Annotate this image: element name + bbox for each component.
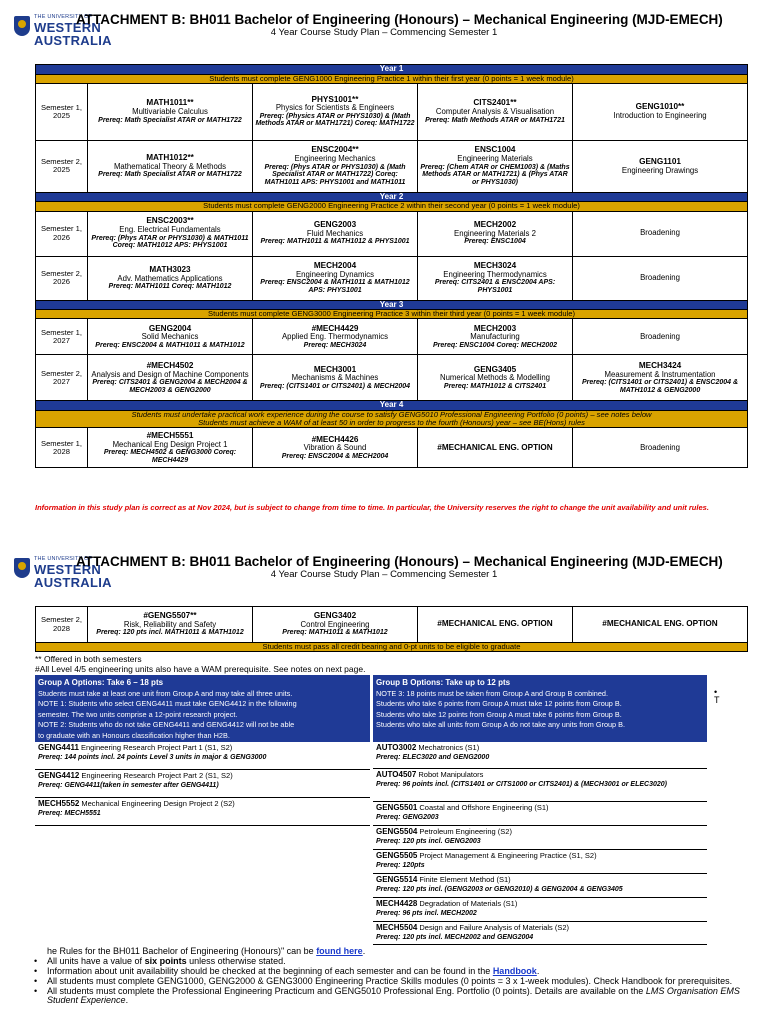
semester-row (36, 355, 748, 401)
group-b-options (373, 675, 707, 945)
list-item: AUTO4507 Robot Manipulators Prereq: 96 points incl. (CITS1401 or CITS1000 or CITS2401) & (MECH3001 or ELEC3020) (373, 769, 707, 802)
unit-cell: ENSC2003** Eng. Electrical Fundamentals Prereq: (Phys ATAR or PHYS1030) & MATH1011 Coreq: MATH1012 APS: PHYS1001 (88, 211, 253, 256)
semester-row (36, 428, 748, 468)
unit-cell: MATH1012** Mathematical Theory & Methods Prereq: Math Specialist ATAR or MATH1722 (88, 140, 253, 192)
unit-cell: GENG2004 Solid Mechanics Prereq: ENSC2004 & MATH1011 & MATH1012 (88, 319, 253, 355)
logo-word-western: WESTERN (34, 20, 102, 35)
group-a-header: Group A Options: Take 6 – 18 pts Students must take at least one unit from Group A and may take all three units. NOTE 1: Students who select GENG4411 must take GENG4412 in the following semester. The two units comprise a 12-point research project. NOTE 2: Students who do not take GENG4411 and GENG4412 will not be able to graduate with an Honours classification higher than H2B. (35, 675, 370, 742)
unit-cell: MECH2003 Manufacturing Prereq: ENSC1004 Coreq: MECH2002 (418, 319, 573, 355)
unit-cell: #MECH4429 Applied Eng. Thermodynamics Prereq: MECH3024 (253, 319, 418, 355)
list-item: MECH5504 Design and Failure Analysis of Materials (S2) Prereq: 120 pts incl. MECH2002 and GENG2004 (373, 922, 707, 945)
unit-cell: #MECH4426 Vibration & Sound Prereq: ENSC2004 & MECH2004 (253, 428, 418, 468)
semester-label: Semester 1, 2028 (36, 428, 88, 468)
unit-cell: #MECH4502 Analysis and Design of Machine Components Prereq: CITS2401 & GENG2004 & MECH2004 & MECH2003 & GENG2000 (88, 355, 253, 401)
study-plan-table-continued (35, 606, 748, 652)
year-note: Students must complete GENG2000 Engineering Practice 2 within their second year (0 points = 1 week module) (36, 202, 748, 211)
logo-word-western: WESTERN (34, 562, 102, 577)
list-item: • Information about unit availability should be checked at the beginning of each semester and can be found in the Handbook. (33, 967, 753, 977)
unit-cell: MECH3024 Engineering Thermodynamics Prereq: CITS2401 & ENSC2004 APS: PHYS1001 (418, 256, 573, 300)
unit-cell: MECH3424 Measurement & Instrumentation Prereq: (CITS1401 or CITS2401) & ENSC2004 & MATH1012 & GENG2000 (573, 355, 748, 401)
unit-cell: ENSC1004 Engineering Materials Prereq: (Chem ATAR or CHEM1003) & (Maths Methods ATAR or MATH1721) & (Phys ATAR or PHYS1030) (418, 140, 573, 192)
group-b-header: Group B Options: Take up to 12 pts NOTE 3: 18 points must be taken from Group A and Group B combined. Students who take 6 points from Group A must take 12 points from Group B. Students who take 12 points from Group A must take 6 points from Group B. Students who take all units from Group A do not take any units from Group B. (373, 675, 707, 742)
list-item: GENG5501 Coastal and Offshore Engineering (S1) Prereq: GENG2003 (373, 802, 707, 826)
unit-cell: #MECH5551 Mechanical Eng Design Project 1 Prereq: MECH4502 & GENG3000 Coreq: MECH4429 (88, 428, 253, 468)
semester-label: Semester 2, 2025 (36, 140, 88, 192)
unit-cell: #GENG5507** Risk, Reliability and Safety Prereq: 120 pts incl. MATH1011 & MATH1012 (88, 607, 253, 643)
semester-row (36, 607, 748, 643)
unit-cell: GENG2003 Fluid Mechanics Prereq: MATH1011 & MATH1012 & PHYS1001 (253, 211, 418, 256)
unit-cell: Broadening (573, 211, 748, 256)
semester-label: Semester 2, 2026 (36, 256, 88, 300)
disclaimer: Information in this study plan is correct as at Nov 2024, but is subject to change from time to time. In particular, the University reserves the right to change the unit availability and unit rules. (35, 503, 709, 512)
logo-word-australia: AUSTRALIA (34, 33, 112, 48)
semester-row (36, 319, 748, 355)
offered-note: ** Offered in both semesters (35, 654, 142, 664)
unit-cell: ENSC2004** Engineering Mechanics Prereq: (Phys ATAR or PHYS1030) & (Math Specialist ATAR or MATH1722) Coreq: MATH1011 APS: PHYS1001 and MATH1011 (253, 140, 418, 192)
semester-row (36, 140, 748, 192)
page-subtitle: 4 Year Course Study Plan – Commencing Semester 1 (270, 27, 498, 38)
unit-cell: Broadening (573, 319, 748, 355)
semester-label: Semester 2, 2028 (36, 607, 88, 643)
unit-cell: GENG3405 Numerical Methods & Modelling Prereq: MATH1012 & CITS2401 (418, 355, 573, 401)
page-title: ATTACHMENT B: BH011 Bachelor of Engineering (Honours) – Mechanical Engineering (MJD-EMECH) (76, 12, 723, 27)
unit-cell: Broadening (573, 256, 748, 300)
list-item: he Rules for the BH011 Bachelor of Engineering (Honours)" can be found here. (47, 946, 366, 956)
semester-label: Semester 2, 2027 (36, 355, 88, 401)
list-item: GENG4412 Engineering Research Project Part 2 (S1, S2) Prereq: GENG4411(taken in semester after GENG4411) (35, 770, 370, 798)
unit-cell: MATH3023 Adv. Mathematics Applications Prereq: MATH1011 Coreq: MATH1012 (88, 256, 253, 300)
semester-row (36, 83, 748, 140)
semester-label: Semester 1, 2026 (36, 211, 88, 256)
semester-label: Semester 1, 2025 (36, 83, 88, 140)
unit-cell: GENG1101 Engineering Drawings (573, 140, 748, 192)
group-a-options (35, 675, 370, 826)
semester-row (36, 211, 748, 256)
year-note: Students must complete GENG1000 Engineering Practice 1 within their first year (0 points = 1 week module) (36, 74, 748, 83)
list-item: GENG5505 Project Management & Engineering Practice (S1, S2) Prereq: 120pts (373, 850, 707, 874)
list-item: AUTO3002 Mechatronics (S1) Prereq: ELEC3020 and GENG2000 (373, 742, 707, 769)
unit-cell: GENG1010** Introduction to Engineering (573, 83, 748, 140)
year-header: Year 2 (36, 192, 748, 202)
semester-row (36, 256, 748, 300)
found-here-link[interactable]: found here (316, 946, 363, 956)
list-item: MECH4428 Degradation of Materials (S1) Prereq: 96 pts incl. MECH2002 (373, 898, 707, 922)
logo-small-text: THE UNIVERSITY OF (34, 556, 92, 562)
notes-list (33, 947, 753, 1006)
semester-label: Semester 1, 2027 (36, 319, 88, 355)
unit-cell: MATH1011** Multivariable Calculus Prereq: Math Specialist ATAR or MATH1722 (88, 83, 253, 140)
wam-note: #All Level 4/5 engineering units also have a WAM prerequisite. See notes on next page. (35, 664, 366, 674)
unit-cell: Broadening (573, 428, 748, 468)
year-note: Students must undertake practical work experience during the course to satisfy GENG5010 Professional Engineering Portfolio (0 points) – see notes below Students must achieve a WAM of at least 50 in order to progress to the fourth (Honours) year – see BE(Hons) rules (36, 411, 748, 428)
list-item: GENG4411 Engineering Research Project Part 1 (S1, S2) Prereq: 144 points incl. 24 points Level 3 units in major & GENG3000 (35, 742, 370, 770)
unit-cell: CITS2401** Computer Analysis & Visualisation Prereq: Math Methods ATAR or MATH1721 (418, 83, 573, 140)
list-item: GENG5514 Finite Element Method (S1) Prereq: 120 pts incl. (GENG2003 or GENG2010) & GENG2004 & GENG3405 (373, 874, 707, 898)
year-header: Year 4 (36, 401, 748, 411)
year-header: Year 3 (36, 300, 748, 310)
study-plan-table (35, 64, 748, 468)
list-item: • All units have a value of six points unless otherwise stated. (33, 957, 753, 967)
page-title: ATTACHMENT B: BH011 Bachelor of Engineering (Honours) – Mechanical Engineering (MJD-EMECH) (76, 554, 723, 569)
logo-small-text: THE UNIVERSITY OF (34, 14, 92, 20)
year-note: Students must complete GENG3000 Engineering Practice 3 within their third year (0 points = 1 week module) (36, 310, 748, 319)
unit-cell: #MECHANICAL ENG. OPTION (418, 607, 573, 643)
page-subtitle: 4 Year Course Study Plan – Commencing Semester 1 (270, 569, 498, 580)
list-item: GENG5504 Petroleum Engineering (S2) Prereq: 120 pts incl. GENG2003 (373, 826, 707, 850)
logo-word-australia: AUSTRALIA (34, 575, 112, 590)
handbook-link[interactable]: Handbook (492, 965, 537, 976)
unit-cell: MECH2002 Engineering Materials 2 Prereq: ENSC1004 (418, 211, 573, 256)
list-item: MECH5552 Mechanical Engineering Design Project 2 (S2) Prereq: MECH5551 (35, 798, 370, 826)
list-item: • All students must complete the Professional Engineering Practicum and GENG5010 Professional Eng. Portfolio (0 points). Details are available on the LMS Organisation EMS Student Experience. (33, 987, 753, 1007)
year-header: Year 1 (36, 65, 748, 75)
unit-cell: PHYS1001** Physics for Scientists & Engineers Prereq: (Physics ATAR or PHYS1030) & (Math Methods ATAR or MATH1721) Coreq: MATH1722 (253, 83, 418, 140)
unit-cell: GENG3402 Control Engineering Prereq: MATH1011 & MATH1012 (253, 607, 418, 643)
list-item: • All students must complete GENG1000, GENG2000 & GENG3000 Engineering Practice Skills modules (0 points = 3 x 1-week modules). Check Handbook for prerequisites. (33, 977, 753, 987)
unit-cell: #MECHANICAL ENG. OPTION (418, 428, 573, 468)
graduation-note: Students must pass all credit bearing and 0-pt units to be eligible to graduate (36, 643, 748, 652)
unit-cell: #MECHANICAL ENG. OPTION (573, 607, 748, 643)
unit-cell: MECH2004 Engineering Dynamics Prereq: ENSC2004 & MATH1011 & MATH1012 APS: PHYS1001 (253, 256, 418, 300)
edge-fragment: • T (714, 687, 720, 706)
unit-cell: MECH3001 Mechanisms & Machines Prereq: (CITS1401 or CITS2401) & MECH2004 (253, 355, 418, 401)
